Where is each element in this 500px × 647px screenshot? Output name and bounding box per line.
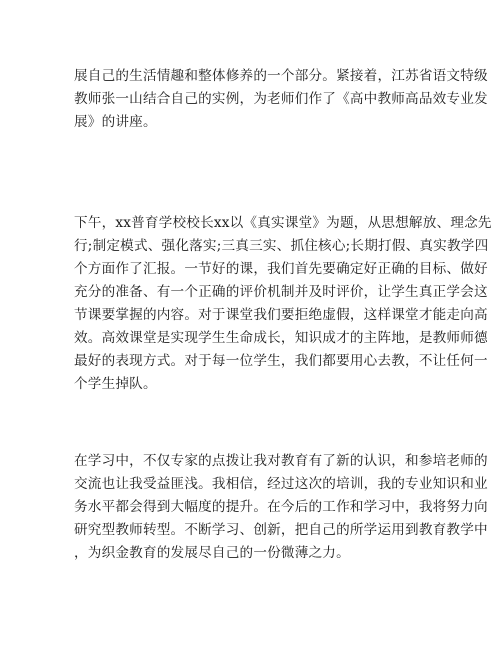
paragraph-line: ，为织金教育的发展尽自己的一份微薄之力。 <box>74 545 350 561</box>
paragraph-line: 最好的表现方式。对于每一位学生，我们都要用心去教，不让任何一 <box>74 353 488 369</box>
paragraph-afternoon-report <box>74 212 492 396</box>
paragraph-line: 个学生掉队。 <box>74 376 157 392</box>
paragraph-line: 研究型教师转型。不断学习、创新，把自己的所学运用到教育教学中 <box>74 522 488 538</box>
paragraph-line: 交流也让我受益匪浅。我相信，经过这次的培训，我的专业知识和业 <box>74 476 488 492</box>
paragraph-line: 节课要掌握的内容。对于课堂我们要拒绝虚假，这样课堂才能走向高 <box>74 307 488 323</box>
paragraph-line: 教师张一山结合自己的实例，为老师们作了《高中教师高品效专业发 <box>74 91 488 107</box>
paragraph-line: 务水平都会得到大幅度的提升。在今后的工作和学习中，我将努力向 <box>74 499 488 515</box>
paragraph-line: 充分的准备、有一个正确的评价机制并及时评价，让学生真正学会这 <box>74 284 488 300</box>
paragraph-line: 展自己的生活情趣和整体修养的一个部分。紧接着，江苏省语文特级 <box>74 68 488 84</box>
paragraph-line: 在学习中，不仅专家的点拨让我对教育有了新的认识，和参培老师的 <box>74 453 488 469</box>
paragraph-line: 行;制定模式、强化落实;三真三实、抓住核心;长期打假、真实教学四 <box>74 238 489 254</box>
paragraph-lecture-intro <box>74 65 488 134</box>
paragraph-line: 效。高效课堂是实现学生生命成长，知识成才的主阵地，是教师师德 <box>74 330 488 346</box>
paragraph-reflection <box>74 450 488 565</box>
paragraph-line: 下午，xx普育学校校长xx以《真实课堂》为题，从思想解放、理念先 <box>74 215 492 231</box>
paragraph-line: 个方面作了汇报。一节好的课，我们首先要确定好正确的目标、做好 <box>74 261 488 277</box>
paragraph-line: 展》的讲座。 <box>74 114 157 130</box>
